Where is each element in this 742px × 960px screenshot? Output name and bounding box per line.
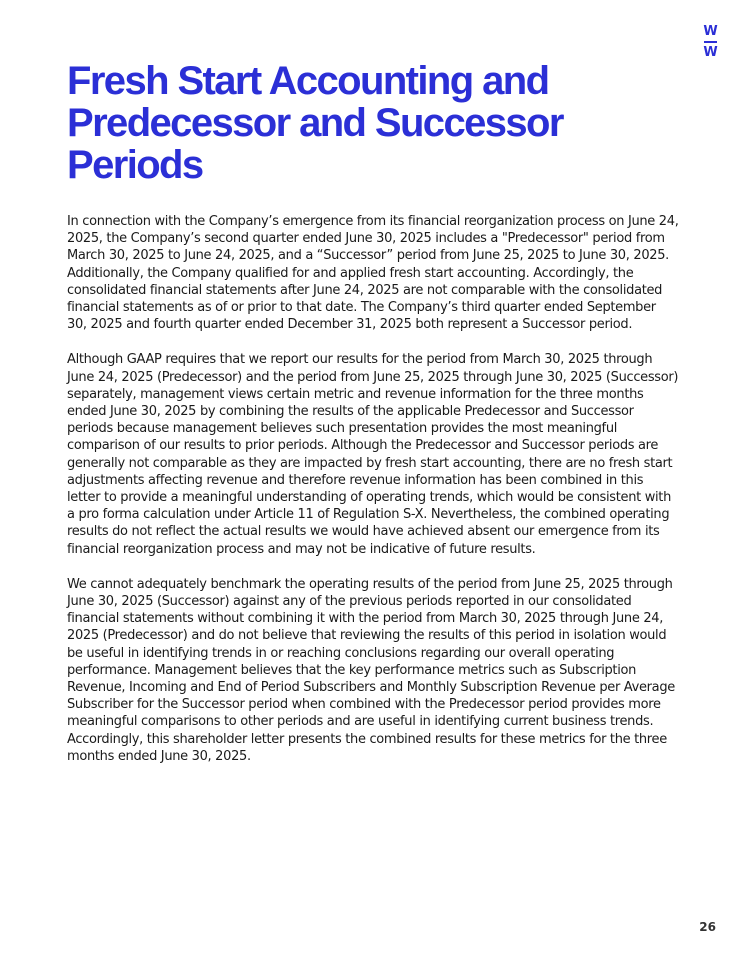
page-title-line-3: Periods <box>67 143 203 187</box>
brand-logo <box>702 25 718 60</box>
page-title <box>67 60 667 186</box>
page-number: 26 <box>699 920 716 934</box>
logo-divider <box>704 41 717 43</box>
page-title-line-2: Predecessor and Successor <box>67 101 563 145</box>
logo-letter-bottom: W <box>703 45 717 60</box>
logo-letter-top: W <box>703 24 717 39</box>
paragraph-fresh-start: In connection with the Company’s emergence from its financial reorganization process on June 24, 2025, the Company’s second quarter ended June 30, 2025 includes a "Predecessor" period from March 30, 2025 to June 24, 2025, and a “Successor” period from June 25, 2025 to June 30, 2025. Additionally, the Company qualified for and applied fresh start accounting. Accordingly, the consolidated financial statements after June 24, 2025 are not comparable with the consolidated financial statements as of or prior to that date. The Company’s third quarter ended September 30, 2025 and fourth quarter ended December 31, 2025 both represent a Successor period. <box>67 214 679 333</box>
paragraph-gaap-combination: Although GAAP requires that we report our results for the period from March 30, 2025 through June 24, 2025 (Predecessor) and the period from June 25, 2025 through June 30, 2025 (Successor) separately, management views certain metric and revenue information for the three months ended June 30, 2025 by combining the results of the applicable Predecessor and Successor periods because management believes such presentation provides the most meaningful comparison of our results to prior periods. Although the Predecessor and Successor periods are generally not comparable as they are impacted by fresh start accounting, there are no fresh start adjustments affecting revenue and therefore revenue information has been combined in this letter to provide a meaningful understanding of operating trends, which would be consistent with a pro forma calculation under Article 11 of Regulation S-X. Nevertheless, the combined operating results do not reflect the actual results we would have achieved absent our emergence from its financial reorganization process and may not be indicative of future results. <box>67 352 679 557</box>
page-title-line-1: Fresh Start Accounting and <box>67 59 549 103</box>
paragraph-benchmark: We cannot adequately benchmark the operating results of the period from June 25, 2025 through June 30, 2025 (Successor) against any of the previous periods reported in our consolidated financial statements without combining it with the period from March 30, 2025 through June 24, 2025 (Predecessor) and do not believe that reviewing the results of this period in isolation would be useful in identifying trends in or reaching conclusions regarding our overall operating performance. Management believes that the key performance metrics such as Subscription Revenue, Incoming and End of Period Subscribers and Monthly Subscription Revenue per Average Subscriber for the Successor period when combined with the Predecessor period provides more meaningful comparisons to other periods and are useful in identifying current business trends. Accordingly, this shareholder letter presents the combined results for these metrics for the three months ended June 30, 2025. <box>67 576 675 764</box>
body-text <box>67 213 679 783</box>
